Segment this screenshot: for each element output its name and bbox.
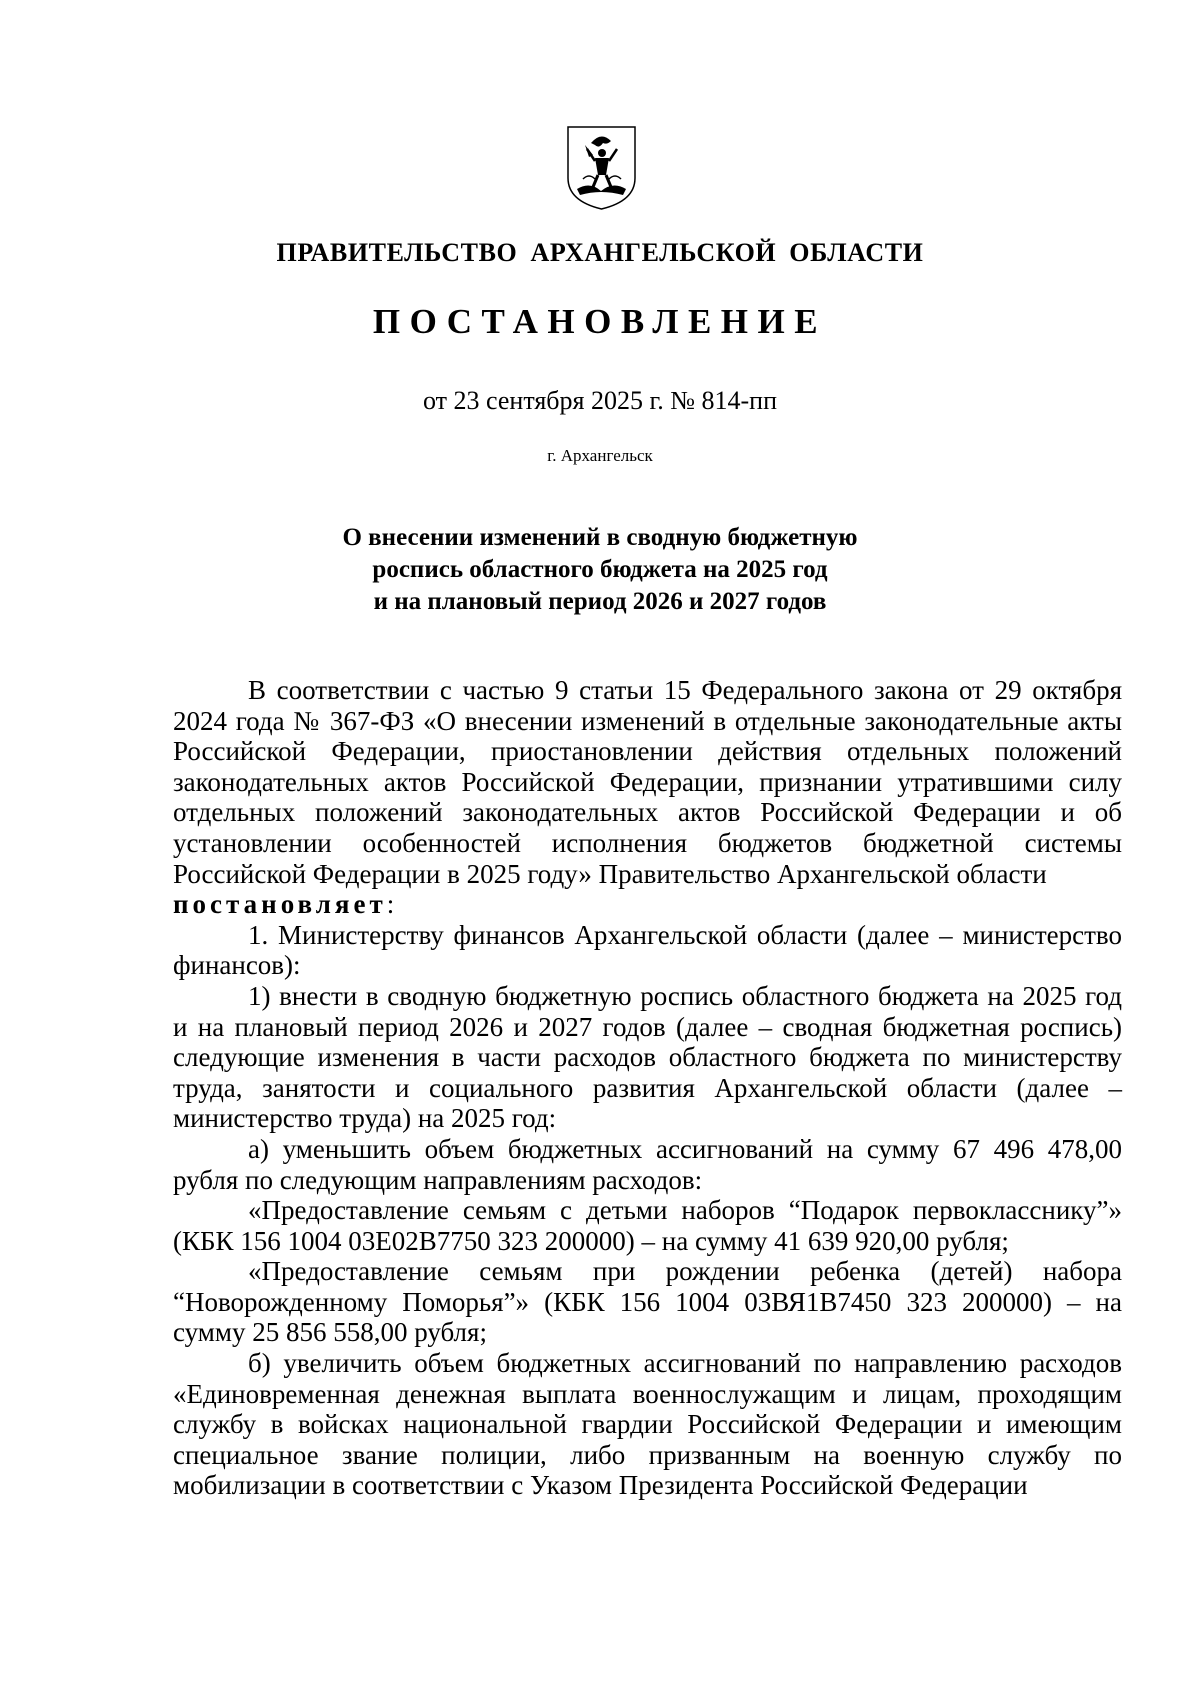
subparagraph-1: 1) внести в сводную бюджетную роспись областного бюджета на 2025 год и на плановый период 2026 и 2027 годов (далее – сводная бюджетная роспись) следующие изменения в части расходов областного бюджета по министерству труда, занятости и социального развития Архангельской области (далее – министерство труда) на 2025 год: [173, 980, 1122, 1134]
document-body [173, 675, 1122, 1501]
preamble-text: В соответствии с частью 9 статьи 15 Федерального закона от 29 октября 2024 года № 367-ФЗ «О внесении изменений в отдельные законодательные акты Российской Федерации, приостановлении действия отдельных положений законодательных актов Российской Федерации, признании утратившими силу отдельных положений законодательных актов Российской Федерации и об установлении особенностей исполнения бюджетов бюджетной системы Российской Федерации в 2025 году» Правительство Архангельской области [173, 675, 1122, 889]
resolution-keyword: постановляет [173, 889, 387, 920]
organization-name: ПРАВИТЕЛЬСТВО АРХАНГЕЛЬСКОЙ ОБЛАСТИ [276, 238, 924, 267]
title-line: О внесении изменений в сводную бюджетную [342, 524, 858, 551]
title-line: роспись областного бюджета на 2025 год [372, 556, 828, 583]
subparagraph-b: б) увеличить объем бюджетных ассигнований по направлению расходов «Единовременная денежная выплата военнослужащим и лицам, проходящим службу в войсках национальной гвардии Российской Федерации и имеющим специальное звание полиции, либо призванным на военную службу по мобилизации в соответствии с Указом Президента Российской Федерации [173, 1348, 1122, 1501]
document-date-number: от 23 сентября 2025 г. № 814-пп [422, 386, 778, 415]
expense-item: «Предоставление семьям при рождении ребенка (детей) набора “Новорожденному Поморья”» (КБК 156 1004 03ВЯ1В7450 323 200000) – на сумму 25 856 558,00 рубля; [173, 1256, 1122, 1348]
document-city: г. Архангельск [547, 446, 653, 465]
preamble-paragraph [173, 675, 1122, 920]
title-line: и на плановый период 2026 и 2027 годов [373, 588, 827, 615]
keyword-colon: : [386, 889, 395, 920]
document-type: ПОСТАНОВЛЕНИЕ [372, 302, 828, 341]
expense-item: «Предоставление семьям с детьми наборов “Подарок первокласснику”» (КБК 156 1004 03Е02В7750 323 200000) – на сумму 41 639 920,00 рубля; [173, 1195, 1122, 1256]
coat-of-arms-icon [565, 123, 638, 211]
document-title [0, 522, 1200, 618]
paragraph-1: 1. Министерству финансов Архангельской области (далее – министерство финансов): [173, 919, 1122, 981]
subparagraph-a: а) уменьшить объем бюджетных ассигнований на сумму 67 496 478,00 рубля по следующим направлениям расходов: [173, 1133, 1122, 1195]
